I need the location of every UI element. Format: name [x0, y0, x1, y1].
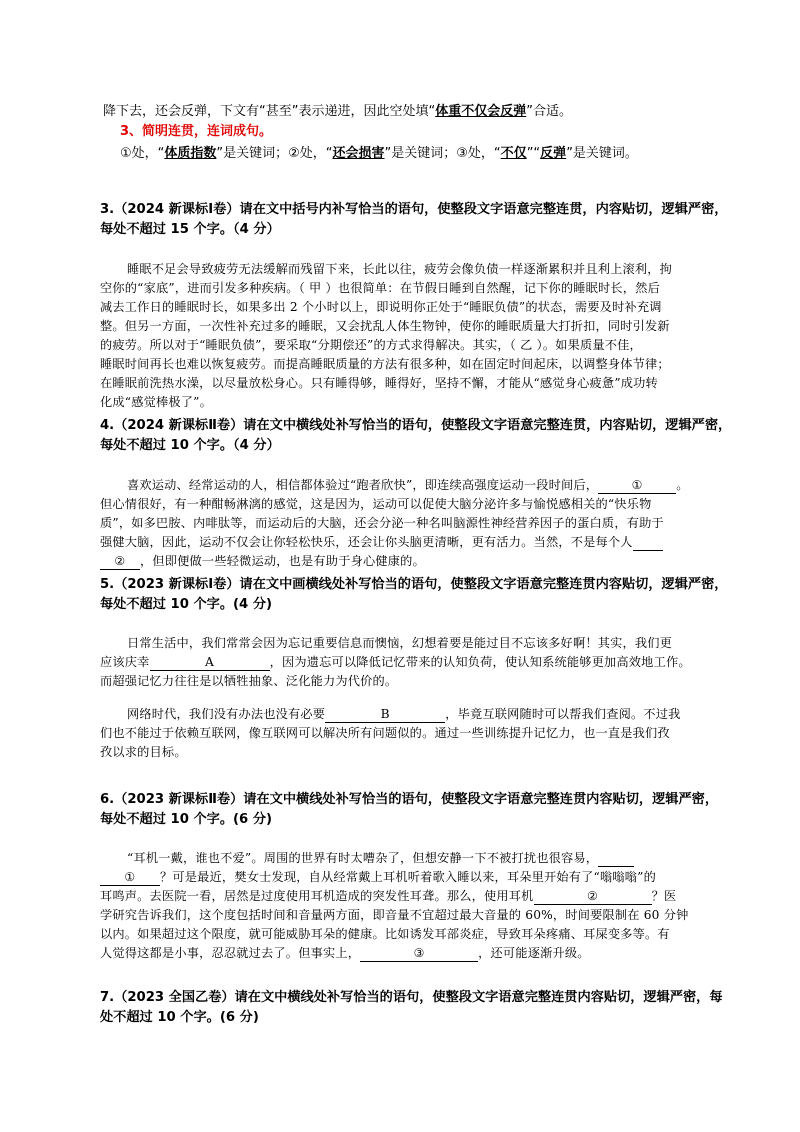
- intro-line-1: 降下去，还会反弹，下文有“甚至”表示递进，因此空处填“体重不仅会反弹”合适。: [103, 104, 572, 119]
- intro-line-3: ①处，“体质指数”是关键词；②处，“还会损害”是关键词；③处，“不仅”“反弹”是关键词。: [120, 146, 638, 161]
- blank-marker: A: [205, 655, 215, 669]
- answer-blank-2: [100, 554, 140, 570]
- keyword: 还会损害: [332, 146, 385, 161]
- q3-paragraph-line: 减去工作日的睡眠时长，如果多出 2 个小时以上，即说明你正处于“睡眠负债”的状态，需要及时补充调: [100, 300, 662, 314]
- blank-marker: ②: [114, 554, 126, 568]
- q3-paragraph-line: 整。但另一方面，一次性补充过多的睡眠，又会扰乱人体生物钟，使你的睡眠质量大打折扣，同时引发新: [100, 319, 670, 333]
- q6-paragraph-line: 以内。如果超过这个限度，就可能威胁耳朵的健康。比如诱发耳部炎症，导致耳朵疼痛、耳屎变多等。有: [100, 927, 670, 941]
- keyword: 体质指数: [164, 146, 217, 161]
- answer-blank-2: [534, 889, 652, 905]
- q5-paragraph-line: 日常生活中，我们常常会因为忘记重要信息而懊恼，幻想着要是能过目不忘该多好啊！其实，我们更: [127, 636, 673, 650]
- q3-paragraph-line: 空你的“家底”，进而引发多种疾病。（ 甲 ）也很简单：在节假日睡到自然醒，记下你的睡眠时长，然后: [100, 281, 660, 295]
- question-6-prompt-cont: 每处不超过 10 个字。(6 分): [100, 812, 273, 827]
- q4-paragraph-line: 喜欢运动、经常运动的人，相信都体验过“跑者欣快”，即连续高强度运动一段时间后， ① 。: [127, 478, 689, 492]
- q5-paragraph-line: 网络时代，我们没有办法也没有必要 B ，毕竟互联网随时可以帮我们查阅。不过我: [127, 707, 681, 721]
- question-4-prompt-cont: 每处不超过 10 个字。（4 分）: [100, 438, 280, 453]
- q4-paragraph-line: 质”，如多巴胺、内啡肽等，而运动后的大脑，还会分泌一种名叫脑源性神经营养因子的蛋白质，有助于: [100, 516, 664, 530]
- q3-paragraph-line: 在睡眠前洗热水澡，以尽量放松身心。只有睡得够，睡得好，坚持不懈，才能从“感觉身心疲惫”成功转: [100, 376, 658, 390]
- q6-paragraph-line: 学研究告诉我们，这个度包括时间和音量两方面，即音量不宜超过最大音量的 60%，时间要限制在 60 分钟: [100, 908, 689, 922]
- question-6-prompt: 6.（2023 新课标Ⅱ卷）请在文中横线处补写恰当的语句，使整段文字语意完整连贯内容贴切，逻辑严密，: [100, 792, 719, 807]
- q6-paragraph-line: “耳机一戴，谁也不爱”。周围的世界有时太嘈杂了，但想安静一下不被打扰也很容易，: [127, 849, 634, 867]
- q4-paragraph-line: 强健大脑，因此，运动不仅会让你轻松快乐，还会让你头脑更清晰，更有活力。当然，不是每个人: [100, 533, 663, 551]
- keyword: 体重不仅会反弹: [435, 104, 527, 119]
- q3-paragraph-line: 睡眠不足会导致疲劳无法缓解而残留下来，长此以往，疲劳会像负债一样逐渐累积并且利上滚利，拘: [127, 262, 673, 276]
- question-4-prompt: 4.（2024 新课标Ⅱ卷）请在文中横线处补写恰当的语句，使整段文字语意完整连贯，内容贴切，逻辑严密，: [100, 418, 732, 433]
- q3-paragraph-line: 睡眠时间再长也难以恢复疲劳。而提高睡眠质量的方法有很多种，如在固定时间起床，以调整身体节律；: [100, 357, 670, 371]
- blank-marker: ②: [586, 889, 599, 903]
- q6-paragraph-line: 人觉得这都是小事，忍忍就过去了。但事实上， ③ ，还可能逐渐升级。: [100, 946, 590, 960]
- question-7-prompt: 7.（2023 全国乙卷）请在文中横线处补写恰当的语句，使整段文字语意完整连贯内容贴切，逻辑严密，每: [100, 990, 723, 1005]
- q5-paragraph-line: 孜以求的目标。: [100, 745, 187, 759]
- section-heading: 3、简明连贯，连词成句。: [120, 124, 273, 139]
- q5-paragraph-line: 们也不能过于依赖互联网，像互联网可以解决所有问题似的。通过一些训练提升记忆力，也一直是我们孜: [100, 726, 670, 740]
- answer-blank-b: [325, 707, 445, 723]
- q4-paragraph-line: ② ，但即便做一些轻微运动，也是有助于身心健康的。: [100, 552, 425, 570]
- question-3-prompt-cont: 每处不超过 15 个字。（4 分）: [100, 222, 280, 237]
- q6-paragraph-line: 耳鸣声。去医院一看，居然是过度使用耳机造成的突发性耳聋。那么，使用耳机 ② ？医: [100, 889, 677, 903]
- blank-marker: ①: [124, 870, 136, 884]
- question-5-prompt-cont: 每处不超过 10 个字。(4 分): [100, 597, 273, 612]
- q5-paragraph-line: 应该庆幸 A ，因为遗忘可以降低记忆带来的认知负荷，使认知系统能够更加高效地工作。: [100, 655, 691, 669]
- keyword: 反弹: [540, 146, 567, 161]
- answer-blank-2a: [633, 535, 663, 551]
- q4-paragraph-line: 但心情很好，有一种酣畅淋漓的感觉，这是因为，运动可以促使大脑分泌许多与愉悦感相关的“快乐物: [100, 497, 652, 511]
- answer-blank-1: [100, 870, 160, 886]
- question-3-prompt: 3.（2024 新课标Ⅰ卷）请在文中括号内补写恰当的语句，使整段文字语意完整连贯，内容贴切，逻辑严密，: [100, 202, 728, 217]
- answer-blank-1a: [598, 851, 634, 867]
- answer-blank-a: [150, 655, 270, 671]
- q3-paragraph-line: 化成“感觉棒极了”。: [100, 395, 212, 409]
- answer-blank-1: [598, 478, 676, 494]
- keyword: 不仅: [500, 146, 527, 161]
- question-7-prompt-cont: 处不超过 10 个字。(6 分): [100, 1010, 259, 1025]
- blank-marker: B: [380, 707, 390, 721]
- answer-blank-3: [360, 946, 478, 962]
- blank-marker: ①: [631, 478, 643, 492]
- q5-paragraph-line: 而超强记忆力往往是以牺牲抽象、泛化能力为代价的。: [100, 674, 398, 688]
- q3-paragraph-line: 的疲劳。所以对于“睡眠负债”，要采取“分期偿还”的方式求得解决。其实，（ 乙 ）。如果质量不佳，: [100, 338, 642, 352]
- question-5-prompt: 5.（2023 新课标Ⅰ卷）请在文中画横线处补写恰当的语句，使整段文字语意完整连贯内容贴切，逻辑严密，: [100, 577, 728, 592]
- q6-paragraph-line: ① ？可是最近，樊女士发现，自从经常戴上耳机听着歌入睡以来，耳朵里开始有了“嗡嗡嗡”的: [100, 868, 656, 886]
- blank-marker: ③: [413, 946, 425, 960]
